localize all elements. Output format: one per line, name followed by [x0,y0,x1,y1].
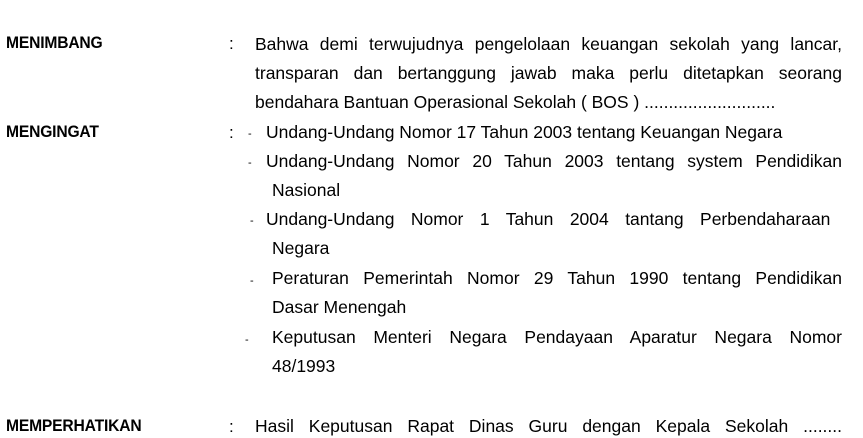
menimbang-line-3: bendahara Bantuan Operasional Sekolah ( BOS ) ........................... [255,92,776,112]
menimbang-colon: : [229,34,234,53]
mengingat-item-5-line-1: Keputusan Menteri Negara Pendayaan Aparatur Negara Nomor [272,327,842,347]
list-bullet: - [250,275,254,287]
menimbang-line-1: Bahwa demi terwujudnya pengelolaan keuangan sekolah yang lancar, [255,34,842,54]
mengingat-item-5-line-2: 48/1993 [272,356,336,376]
mengingat-item-4-line-2: Dasar Menengah [272,297,407,317]
memperhatikan-line-1: Hasil Keputusan Rapat Dinas Guru dengan Kepala Sekolah ........ [255,416,842,436]
menimbang-line-2: transparan dan bertanggung jawab maka perlu ditetapkan seorang [255,63,842,83]
mengingat-label: MENGINGAT [6,122,99,141]
list-bullet: - [248,128,252,140]
mengingat-item-3-line-2: Negara [272,238,330,258]
menimbang-label: MENIMBANG [6,33,103,52]
mengingat-item-3-line-1: Undang-Undang Nomor 1 Tahun 2004 tantang Perbendaharaan [266,209,831,229]
memperhatikan-colon: : [229,417,234,436]
memperhatikan-label: MEMPERHATIKAN [6,416,142,435]
list-bullet: - [250,215,254,227]
list-bullet: - [245,334,249,346]
mengingat-item-2-line-1: Undang-Undang Nomor 20 Tahun 2003 tentang system Pendidikan [266,151,842,171]
mengingat-item-4-line-1: Peraturan Pemerintah Nomor 29 Tahun 1990 tentang Pendidikan [272,268,842,288]
mengingat-item-2-line-2: Nasional [272,180,341,200]
mengingat-colon: : [229,123,234,142]
mengingat-item-1: Undang-Undang Nomor 17 Tahun 2003 tentang Keuangan Negara [266,122,783,142]
list-bullet: - [248,157,252,169]
